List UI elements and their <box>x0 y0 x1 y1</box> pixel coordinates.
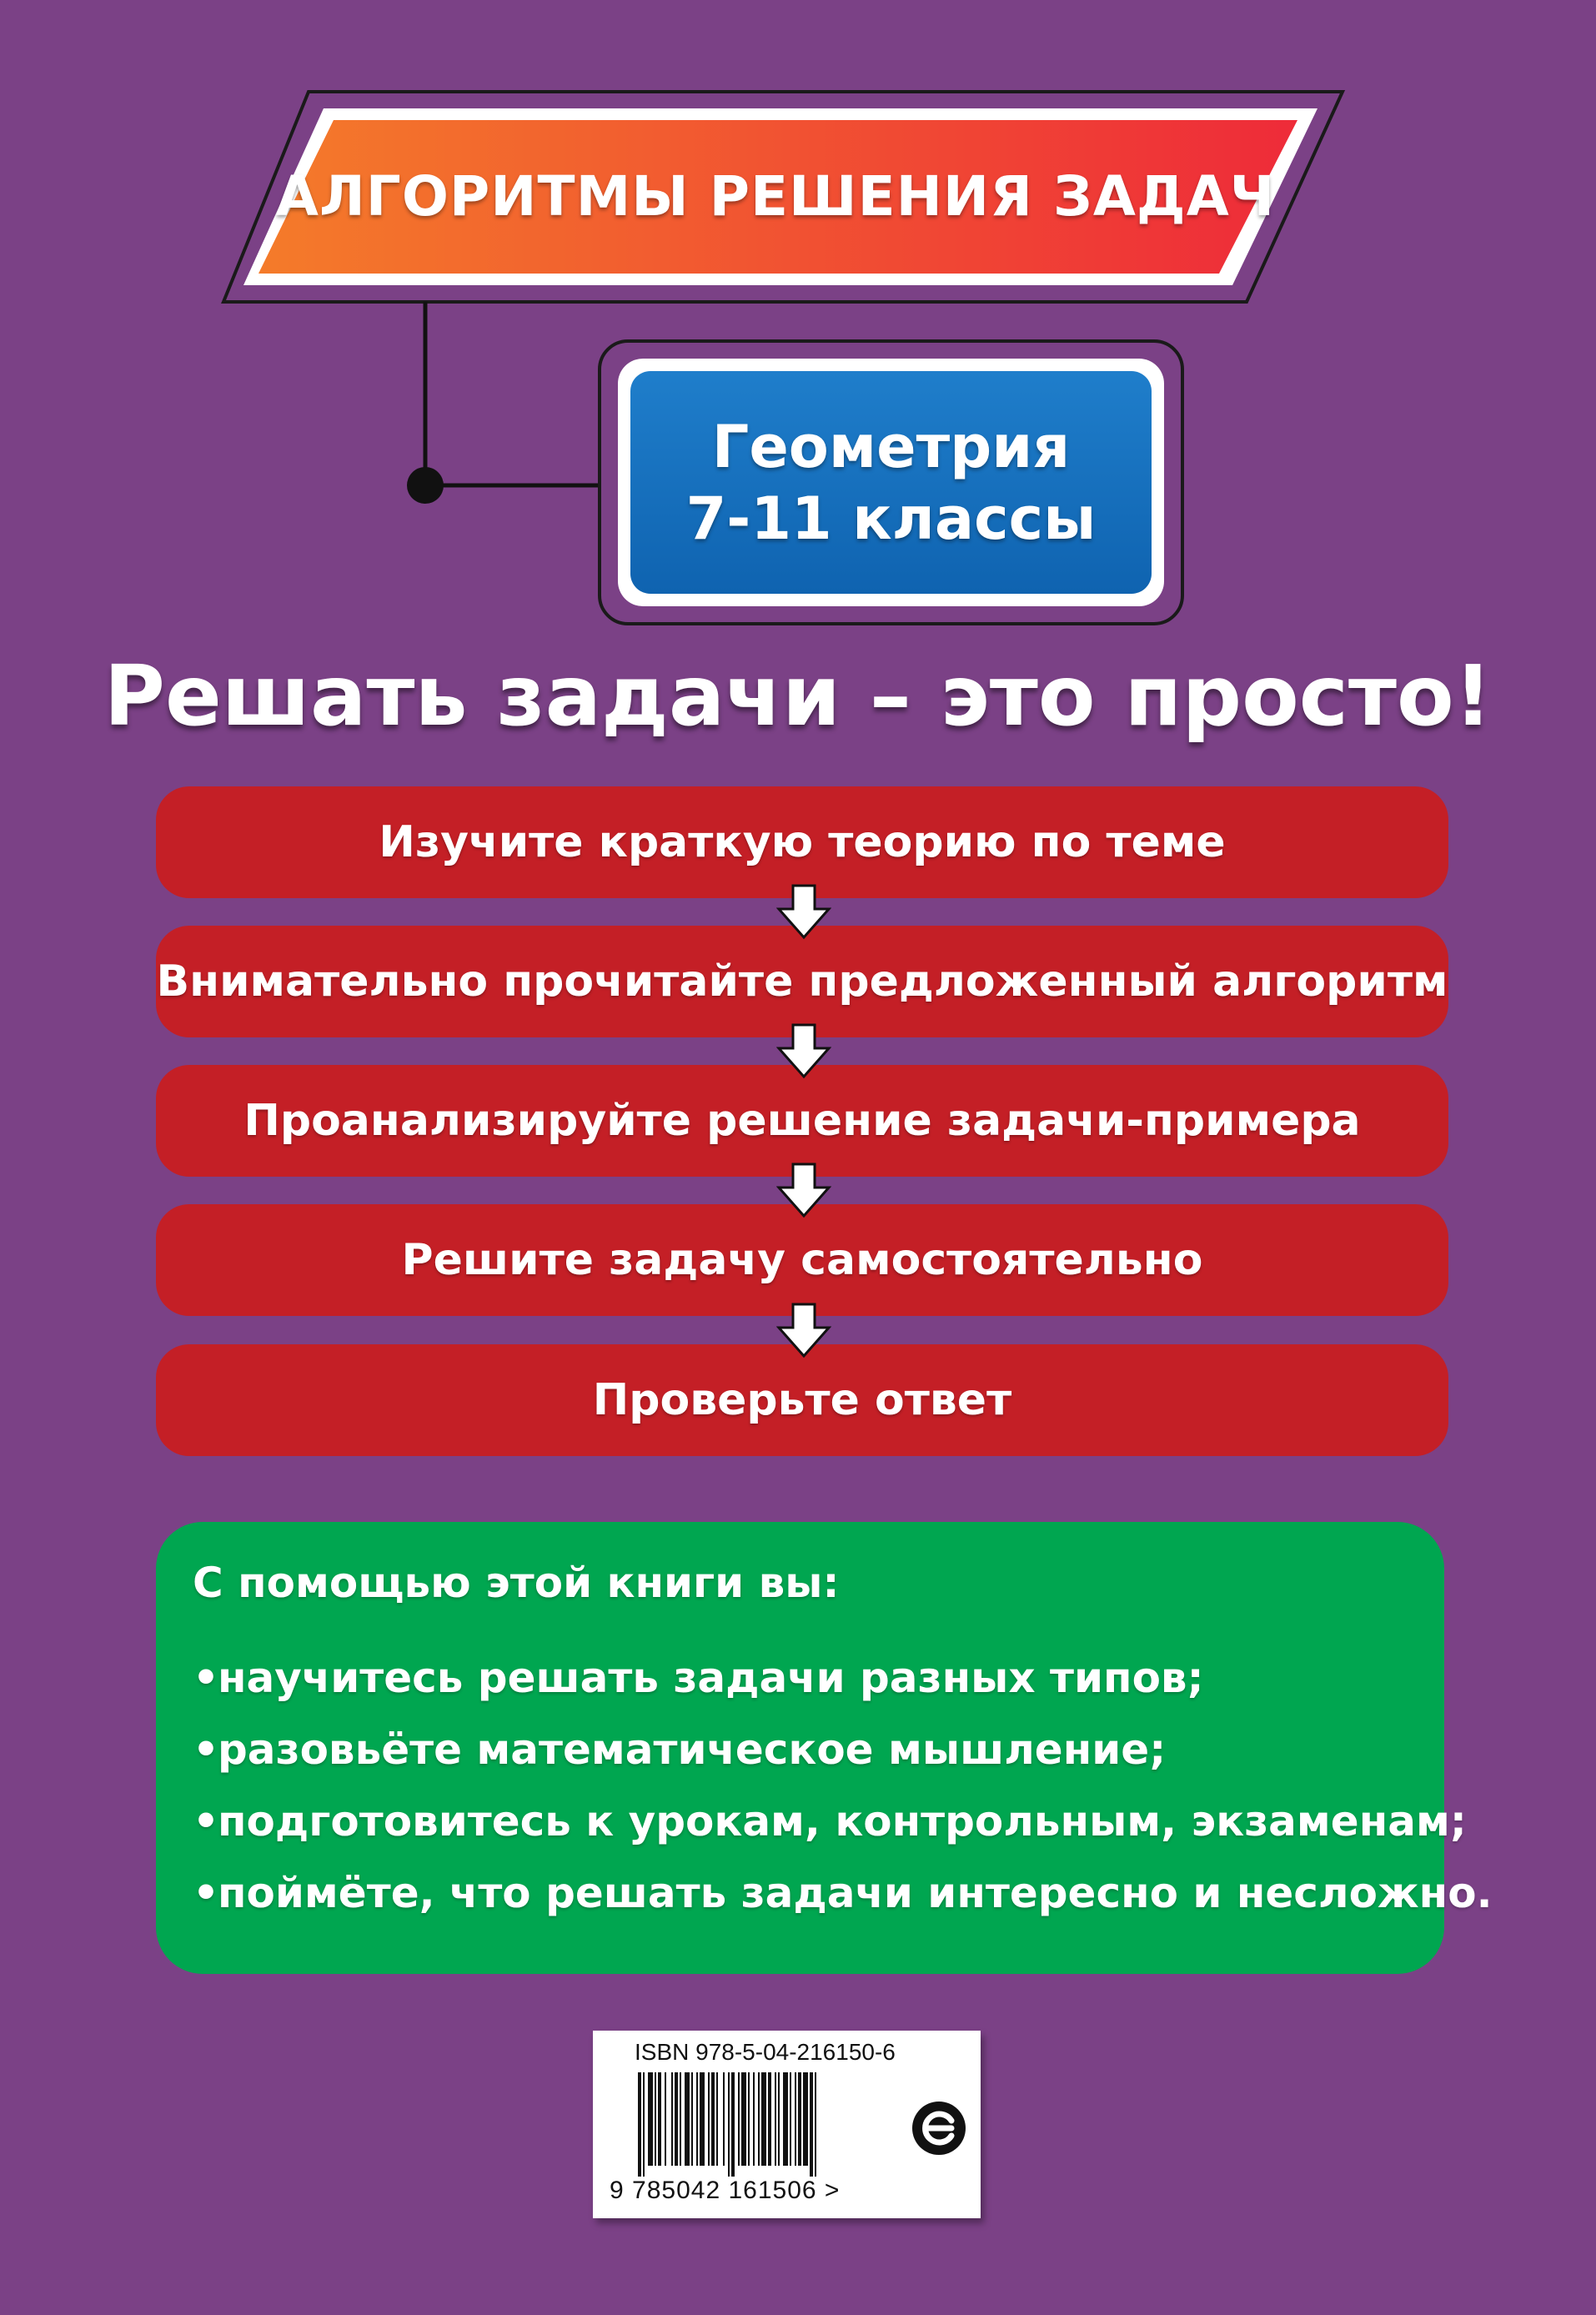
isbn-digits: 9 785042 161506 > <box>610 2177 841 2204</box>
barcode-bar <box>731 2072 735 2177</box>
barcode-bar <box>696 2072 698 2166</box>
subject-box <box>630 371 1152 594</box>
banner-title: АЛГОРИТМЫ РЕШЕНИЯ ЗАДАЧ <box>275 163 1276 228</box>
info-bullet-text: научитесь решать задачи разных типов; <box>218 1654 1204 1702</box>
barcode-bar <box>671 2072 673 2166</box>
barcode-bar <box>783 2072 788 2166</box>
barcode-bar <box>738 2072 740 2166</box>
barcode-bar <box>741 2072 746 2166</box>
barcode-bar <box>643 2072 645 2177</box>
info-title: С помощью этой книги вы: <box>193 1559 840 1607</box>
barcode-bar <box>655 2072 656 2166</box>
headline: Решать задачи – это просто! <box>103 647 1493 745</box>
barcode-bar <box>795 2072 796 2166</box>
barcode <box>635 2072 893 2177</box>
bullet-dot: • <box>193 1797 219 1845</box>
info-bullet-text: поймёте, что решать задачи интересно и несложно. <box>218 1869 1493 1917</box>
barcode-bar <box>658 2072 661 2166</box>
eksmo-logo-icon <box>910 2099 968 2157</box>
barcode-bar <box>723 2072 725 2166</box>
step-3: Проанализируйте решение задачи-примера <box>156 1065 1448 1177</box>
barcode-bar <box>768 2072 771 2166</box>
barcode-bar <box>680 2072 681 2166</box>
down-arrow-icon <box>776 884 831 941</box>
barcode-bar <box>711 2072 715 2166</box>
subject-line-1: Геометрия <box>711 412 1071 481</box>
info-bullet-3 <box>193 1792 1467 1850</box>
barcode-bar <box>790 2072 791 2166</box>
barcode-bar <box>648 2072 653 2166</box>
barcode-bar <box>716 2072 718 2166</box>
down-arrow-icon <box>776 1163 831 1219</box>
barcode-bar <box>798 2072 801 2166</box>
barcode-bar <box>753 2072 755 2166</box>
barcode-bar <box>761 2072 766 2166</box>
subject-line-2: 7-11 классы <box>685 484 1097 553</box>
info-bullet-1 <box>193 1649 1204 1707</box>
info-bullet-4 <box>193 1864 1493 1922</box>
barcode-bar <box>758 2072 760 2166</box>
step-1: Изучите краткую теорию по теме <box>156 786 1448 898</box>
info-bullet-text: подготовитесь к урокам, контрольным, экзаменам; <box>218 1797 1467 1845</box>
barcode-bar <box>708 2072 710 2166</box>
bullet-dot: • <box>193 1869 219 1917</box>
bullet-dot: • <box>193 1654 219 1702</box>
barcode-bar <box>748 2072 750 2166</box>
barcode-bar <box>665 2072 666 2166</box>
connector-dot <box>407 467 444 504</box>
isbn-label: ISBN 978-5-04-216150-6 <box>635 2039 896 2065</box>
down-arrow-icon <box>776 1303 831 1359</box>
barcode-bar <box>778 2072 780 2166</box>
barcode-bar <box>685 2072 690 2166</box>
barcode-bar <box>728 2072 730 2177</box>
barcode-bar <box>775 2072 776 2166</box>
barcode-bar <box>638 2072 641 2177</box>
barcode-bar <box>700 2072 705 2166</box>
barcode-bar <box>803 2072 808 2166</box>
bullet-dot: • <box>193 1725 219 1774</box>
info-bullet-text: разовьёте математическое мышление; <box>218 1725 1167 1774</box>
barcode-bar <box>691 2072 693 2166</box>
barcode-bar <box>675 2072 678 2166</box>
step-2: Внимательно прочитайте предложенный алгоритм <box>156 926 1448 1037</box>
step-5: Проверьте ответ <box>156 1344 1448 1456</box>
barcode-bar <box>810 2072 813 2177</box>
down-arrow-icon <box>776 1023 831 1080</box>
info-bullet-2 <box>193 1720 1166 1779</box>
info-box <box>156 1522 1493 1974</box>
isbn-panel <box>593 2031 981 2218</box>
step-4: Решите задачу самостоятельно <box>156 1204 1448 1316</box>
barcode-bar <box>815 2072 816 2177</box>
